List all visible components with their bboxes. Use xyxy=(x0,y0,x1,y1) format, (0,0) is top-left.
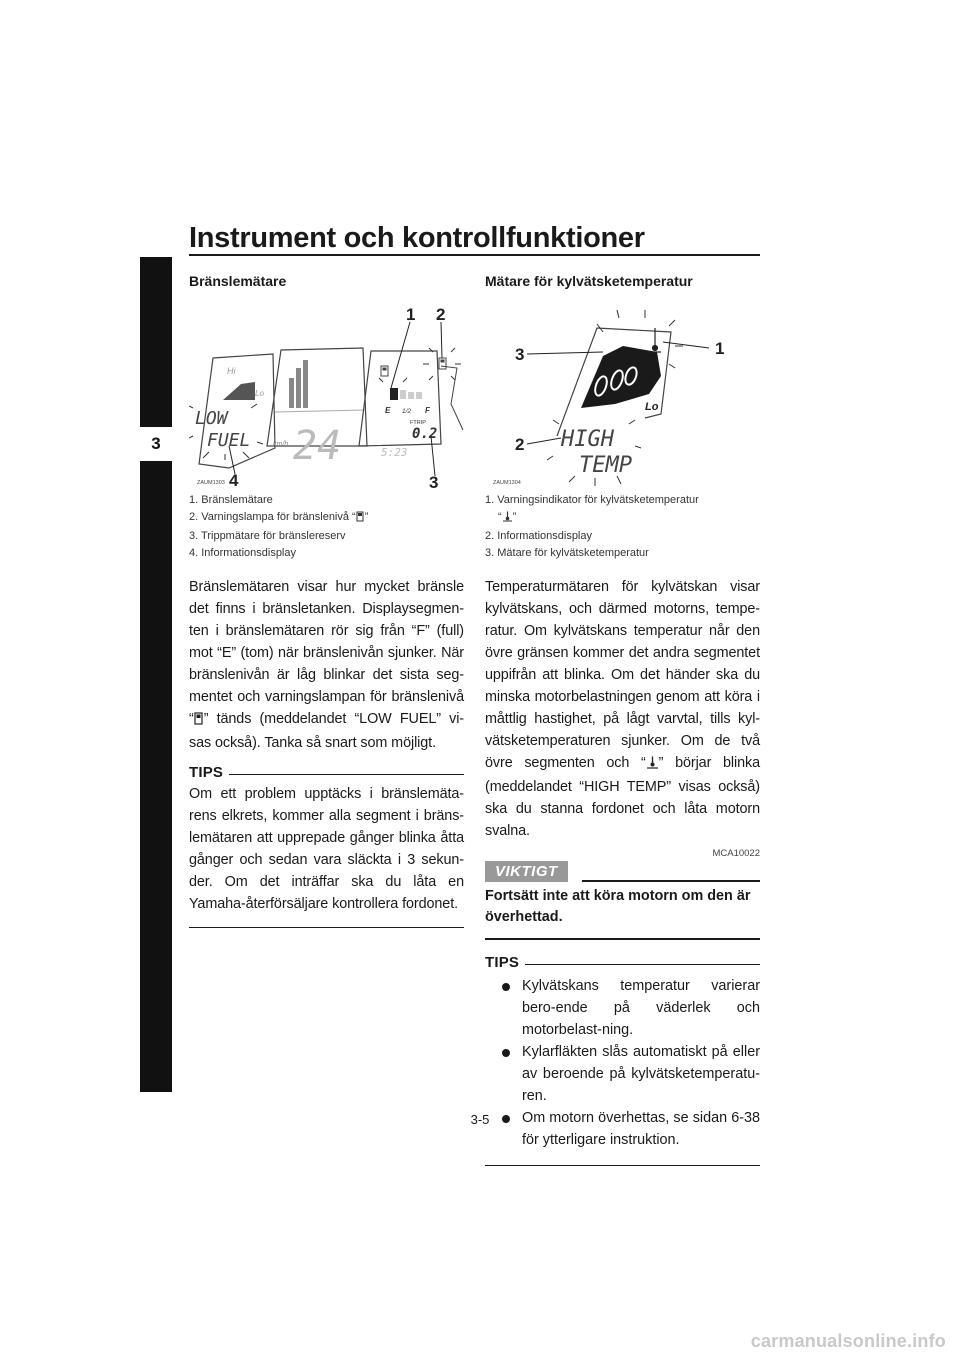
fuel-gauge-illustration xyxy=(189,296,464,491)
fuel-gauge-heading: Bränslemätare xyxy=(189,273,287,289)
speed-unit: km/h xyxy=(273,441,289,448)
coolant-figure xyxy=(485,296,760,491)
temp-text: TEMP xyxy=(579,453,632,478)
fuel-half-label: 1/2 xyxy=(402,408,412,415)
tips-rule xyxy=(525,964,760,965)
chapter-tab xyxy=(140,257,172,1092)
left-column xyxy=(189,272,464,928)
coolant-heading: Mätare för kylvätsketemperatur xyxy=(485,273,693,289)
callout-2: 2 xyxy=(515,435,525,454)
callout-3: 3 xyxy=(515,345,525,364)
tips-end-rule xyxy=(485,1165,760,1166)
high-text: HIGH xyxy=(561,427,614,452)
tips-text: Om ett problem upptäcks i bränslemäta-rens elkrets, kommer alla segment i bräns-lemätaren att upprepade gånger blinka åtta gånger och sedan vara släckta i 3 sekun-der. Om det inträffar ska du låta en Yamaha-återförsäljare kontrollera fordonet. xyxy=(189,786,464,912)
callout-1: 1 xyxy=(715,339,725,358)
warning-code: MCA10022 xyxy=(712,848,760,859)
trip-label: FTRIP xyxy=(410,420,426,426)
callout-4: 4 xyxy=(229,471,239,490)
fuel-warning-icon xyxy=(439,358,446,369)
coolant-illustration xyxy=(485,296,760,491)
viktigt-text: Fortsätt inte att köra motorn om den är överhettad. xyxy=(485,888,751,925)
coolant-body-text: Temperaturmätaren för kylvätskan visar kylvätskans, och därmed motorns, tempe-ratur. Om kylvätskans temperatur når den övre gränsen kommer det andra segmentet uppifrån att blinka. Om det händer ska du minska motorbelastningen genom att köra i måttlig hastighet, på lågt varvtal, tills kyl-vätsketemperaturen sjunker. Om de två övre segmenten och “ ” börjar blinka (meddelandet “HIGH TEMP” visas också) ska du stanna fordonet och låta motorn svalna. xyxy=(485,579,761,839)
caption-item: “ ” xyxy=(485,509,760,528)
tips-label: TIPS xyxy=(485,954,520,971)
tips-header xyxy=(189,764,464,781)
right-column xyxy=(485,272,760,1166)
list-item: Kylvätskans temperatur varierar bero-ende på väderlek och motorbelast-ning. xyxy=(485,975,760,1041)
caption-item: 3. Trippmätare för bränslereserv xyxy=(189,530,346,542)
bullet-icon xyxy=(502,983,510,991)
fuel-body-text: Bränslemätaren visar hur mycket bränsle det finns i bränsletanken. Displaysegmen-ten i bränslemätaren rör sig från “F” (full) mot “E” (tom) när bränslenivån sjunker. När bränslenivån är låg blinkar det sista seg-mentet och varningslampan för bränslenivå “ ” tänds (meddelandet “LOW FUEL” vi-sas också). Tanka så snart som möjligt. xyxy=(189,579,464,751)
speed-readout: 24 xyxy=(293,423,342,469)
fuel-captions xyxy=(189,492,464,562)
coolant-captions xyxy=(485,492,760,562)
figure-code: ZAUM1304 xyxy=(493,480,521,486)
caption-item: 2. Varningslampa för bränslenivå “ ” xyxy=(189,509,464,528)
fuel-e-label: E xyxy=(385,406,391,415)
fuel-pump-icon xyxy=(381,366,388,376)
low-text: LOW xyxy=(195,408,228,429)
caption-item: 1. Varningsindikator för kylvätsketemperatur xyxy=(485,494,699,506)
chapter-number: 3 xyxy=(140,427,172,461)
viktigt-header xyxy=(485,861,760,882)
hi-text: Hi xyxy=(227,366,236,376)
fuel-gauge-figure xyxy=(189,296,464,491)
tips-header xyxy=(485,954,760,971)
caption-item: 2. Informationsdisplay xyxy=(485,530,592,542)
caption-item: 4. Informationsdisplay xyxy=(189,547,296,559)
figure-code: ZAUM1303 xyxy=(197,480,225,486)
viktigt-rule xyxy=(582,880,760,882)
page-title: Instrument och kontrollfunktioner xyxy=(189,222,645,254)
hi-text: Hi xyxy=(631,335,643,349)
bullet-icon xyxy=(502,1049,510,1057)
viktigt-end-rule xyxy=(485,938,760,940)
tips-label: TIPS xyxy=(189,764,224,781)
fuel-f-label: F xyxy=(425,406,430,415)
page-number: 3-5 xyxy=(470,1112,490,1127)
fuel-pump-icon xyxy=(356,511,365,528)
list-item: Kylarfläkten slås automatiskt på eller av beroende på kylvätsketemperatu-ren. xyxy=(485,1041,760,1107)
watermark: carmanualsonline.info xyxy=(750,1331,946,1351)
header-rule xyxy=(189,254,760,256)
clock-readout: 5:23 xyxy=(381,446,408,459)
fuel-pump-icon xyxy=(194,710,204,732)
lo-text: Lo xyxy=(645,401,659,413)
callout-3: 3 xyxy=(429,473,439,491)
caption-item: 1. Bränslemätare xyxy=(189,494,273,506)
coolant-temp-icon xyxy=(502,511,513,528)
tips-end-rule xyxy=(189,927,464,928)
caption-item: 3. Mätare för kylvätsketemperatur xyxy=(485,547,649,559)
lo-text: Lo xyxy=(255,389,264,398)
list-item: Om motorn överhettas, se sidan 6-38 för ytterligare instruktion. xyxy=(485,1107,760,1151)
viktigt-label: VIKTIGT xyxy=(485,861,568,882)
tips-rule xyxy=(229,774,464,775)
callout-2: 2 xyxy=(436,305,446,324)
coolant-temp-icon xyxy=(646,754,659,776)
callout-1: 1 xyxy=(406,305,416,324)
trip-readout: 0.2 xyxy=(412,426,438,442)
fuel-text: FUEL xyxy=(207,430,251,451)
